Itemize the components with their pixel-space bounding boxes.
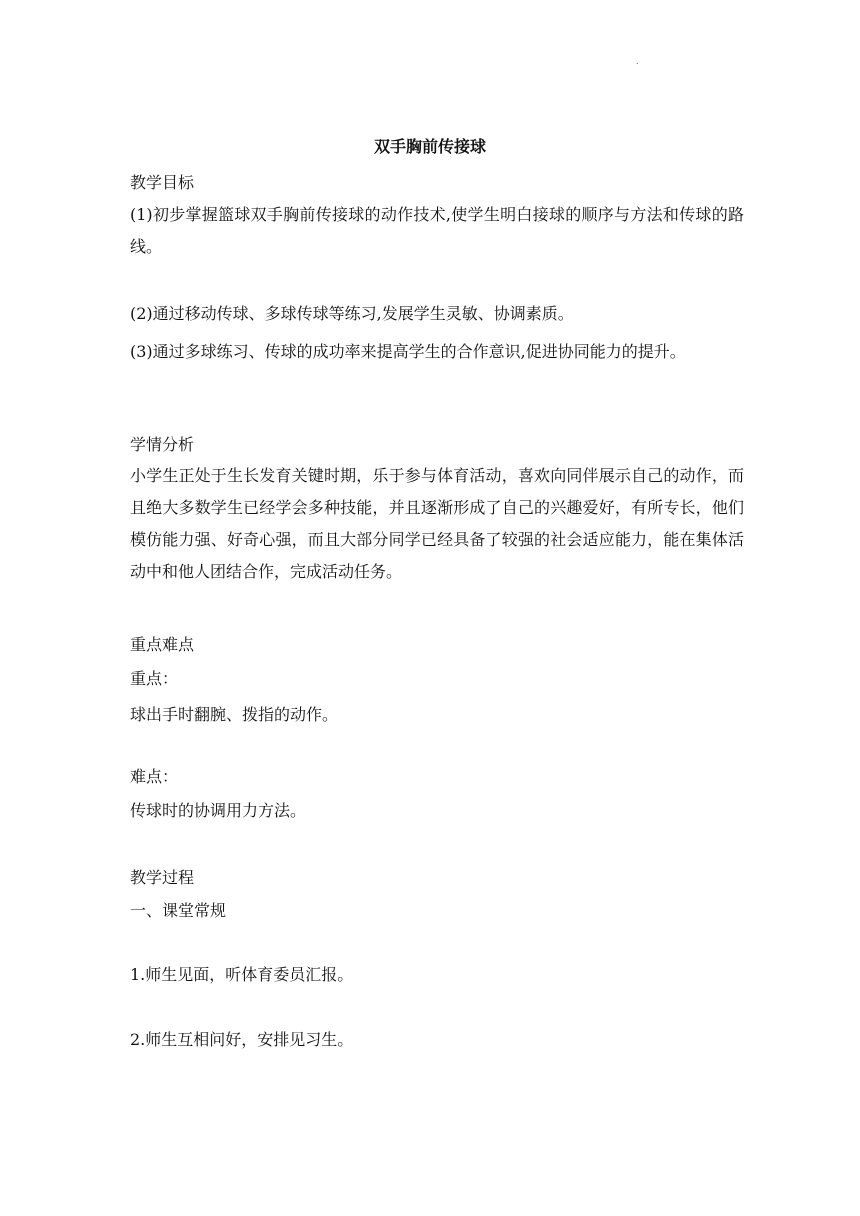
objective-item-2: (2)通过移动传球、多球传球等练习,发展学生灵敏、协调素质。 [130,304,574,323]
process-part-1: 一、课堂常规 [130,901,227,920]
document-title: 双手胸前传接球 [373,137,486,156]
process-step-2: 2.师生互相问好，安排见习生。 [130,1030,354,1049]
process-heading: 教学过程 [130,868,195,887]
analysis-heading: 学情分析 [130,435,195,454]
process-step-1: 1.师生见面，听体育委员汇报。 [130,965,354,984]
objectives-heading: 教学目标 [130,173,195,192]
focus-label: 重点： [130,669,179,688]
corner-mark: . [636,57,639,66]
difficulty-text: 传球时的协调用力方法。 [130,801,307,820]
analysis-body: 小学生正处于生长发育关键时期，乐于参与体育活动，喜欢向同伴展示自己的动作，而且绝大多数学生已经学会多种技能，并且逐渐形成了自己的兴趣爱好，有所专长，他们模仿能力强、好奇心强，而且大部分同学已经具备了较强的社会适应能力，能在集体活动中和他人团结合作，完成活动任务。 [130,466,744,581]
focus-text: 球出手时翻腕、拨指的动作。 [130,705,339,724]
difficulty-label: 难点： [130,767,179,786]
objective-item-1: (1)初步掌握篮球双手胸前传接球的动作技术,使学生明白接球的顺序与方法和传球的路线。 [130,205,744,256]
key-points-heading: 重点难点 [130,635,195,654]
objective-item-3: (3)通过多球练习、传球的成功率来提高学生的合作意识,促进协同能力的提升。 [130,342,686,361]
